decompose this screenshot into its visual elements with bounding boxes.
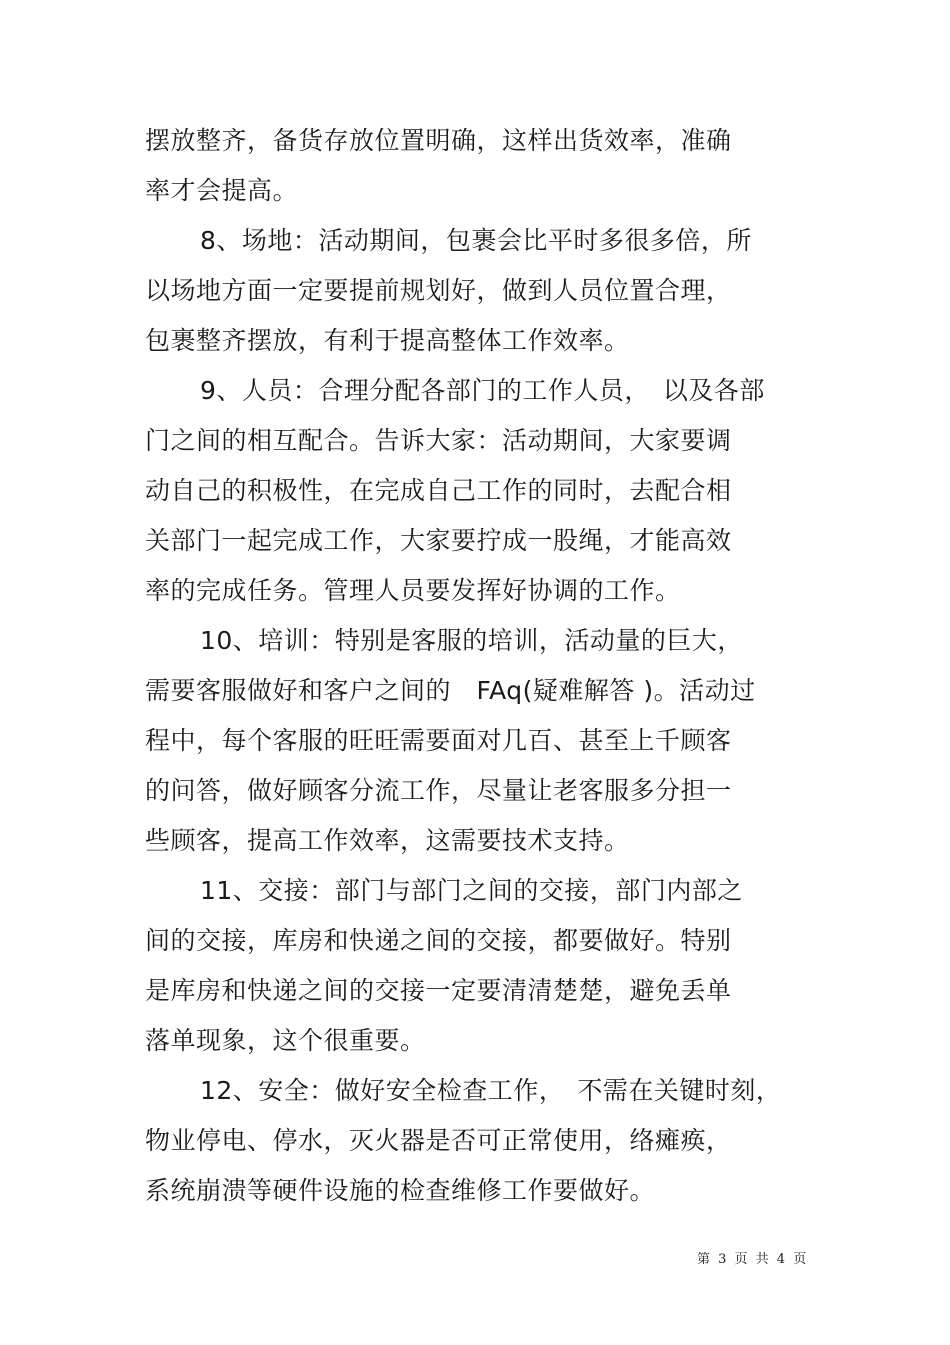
text-line: 落单现象，这个很重要。 xyxy=(145,1026,426,1055)
text-line: 物业停电、停水，灭火器是否可正常使用，络瘫痪， xyxy=(145,1126,732,1155)
text-line: 12、安全：做好安全检查工作， 不需在关键时刻， xyxy=(200,1076,782,1105)
text-line: 摆放整齐，备货存放位置明确，这样出货效率，准确 xyxy=(145,126,732,155)
text-line: 程中，每个客服的旺旺需要面对几百、甚至上千顾客 xyxy=(145,726,732,755)
text-line: 门之间的相互配合。告诉大家：活动期间，大家要调 xyxy=(145,426,732,455)
text-line: 是库房和快递之间的交接一定要清清楚楚，避免丢单 xyxy=(145,976,732,1005)
text-line: 8、场地：活动期间，包裹会比平时多很多倍，所 xyxy=(200,226,752,255)
text-line: 9、人员：合理分配各部门的工作人员， 以及各部 xyxy=(200,376,765,405)
text-line: 需要客服做好和客户之间的 FAq(疑难解答 )。活动过 xyxy=(145,676,756,705)
text-line: 包裹整齐摆放，有利于提高整体工作效率。 xyxy=(145,326,630,355)
text-line: 关部门一起完成工作，大家要拧成一股绳，才能高效 xyxy=(145,526,732,555)
text-line: 的问答，做好顾客分流工作，尽量让老客服多分担一 xyxy=(145,776,732,805)
text-line: 动自己的积极性，在完成自己工作的同时，去配合相 xyxy=(145,476,732,505)
text-line: 率的完成任务。管理人员要发挥好协调的工作。 xyxy=(145,576,681,605)
text-line: 以场地方面一定要提前规划好，做到人员位置合理， xyxy=(145,276,732,305)
text-line: 11、交接：部门与部门之间的交接，部门内部之 xyxy=(200,876,743,905)
text-line: 率才会提高。 xyxy=(145,176,299,205)
page-number-footer: 第 3 页 共 4 页 xyxy=(697,1252,809,1267)
text-line: 间的交接，库房和快递之间的交接，都要做好。特别 xyxy=(145,926,732,955)
text-line: 10、培训：特别是客服的培训，活动量的巨大， xyxy=(200,626,743,655)
text-line: 些顾客，提高工作效率，这需要技术支持。 xyxy=(145,826,630,855)
body-text xyxy=(145,116,825,1216)
text-line: 系统崩溃等硬件设施的检查维修工作要做好。 xyxy=(145,1176,656,1205)
